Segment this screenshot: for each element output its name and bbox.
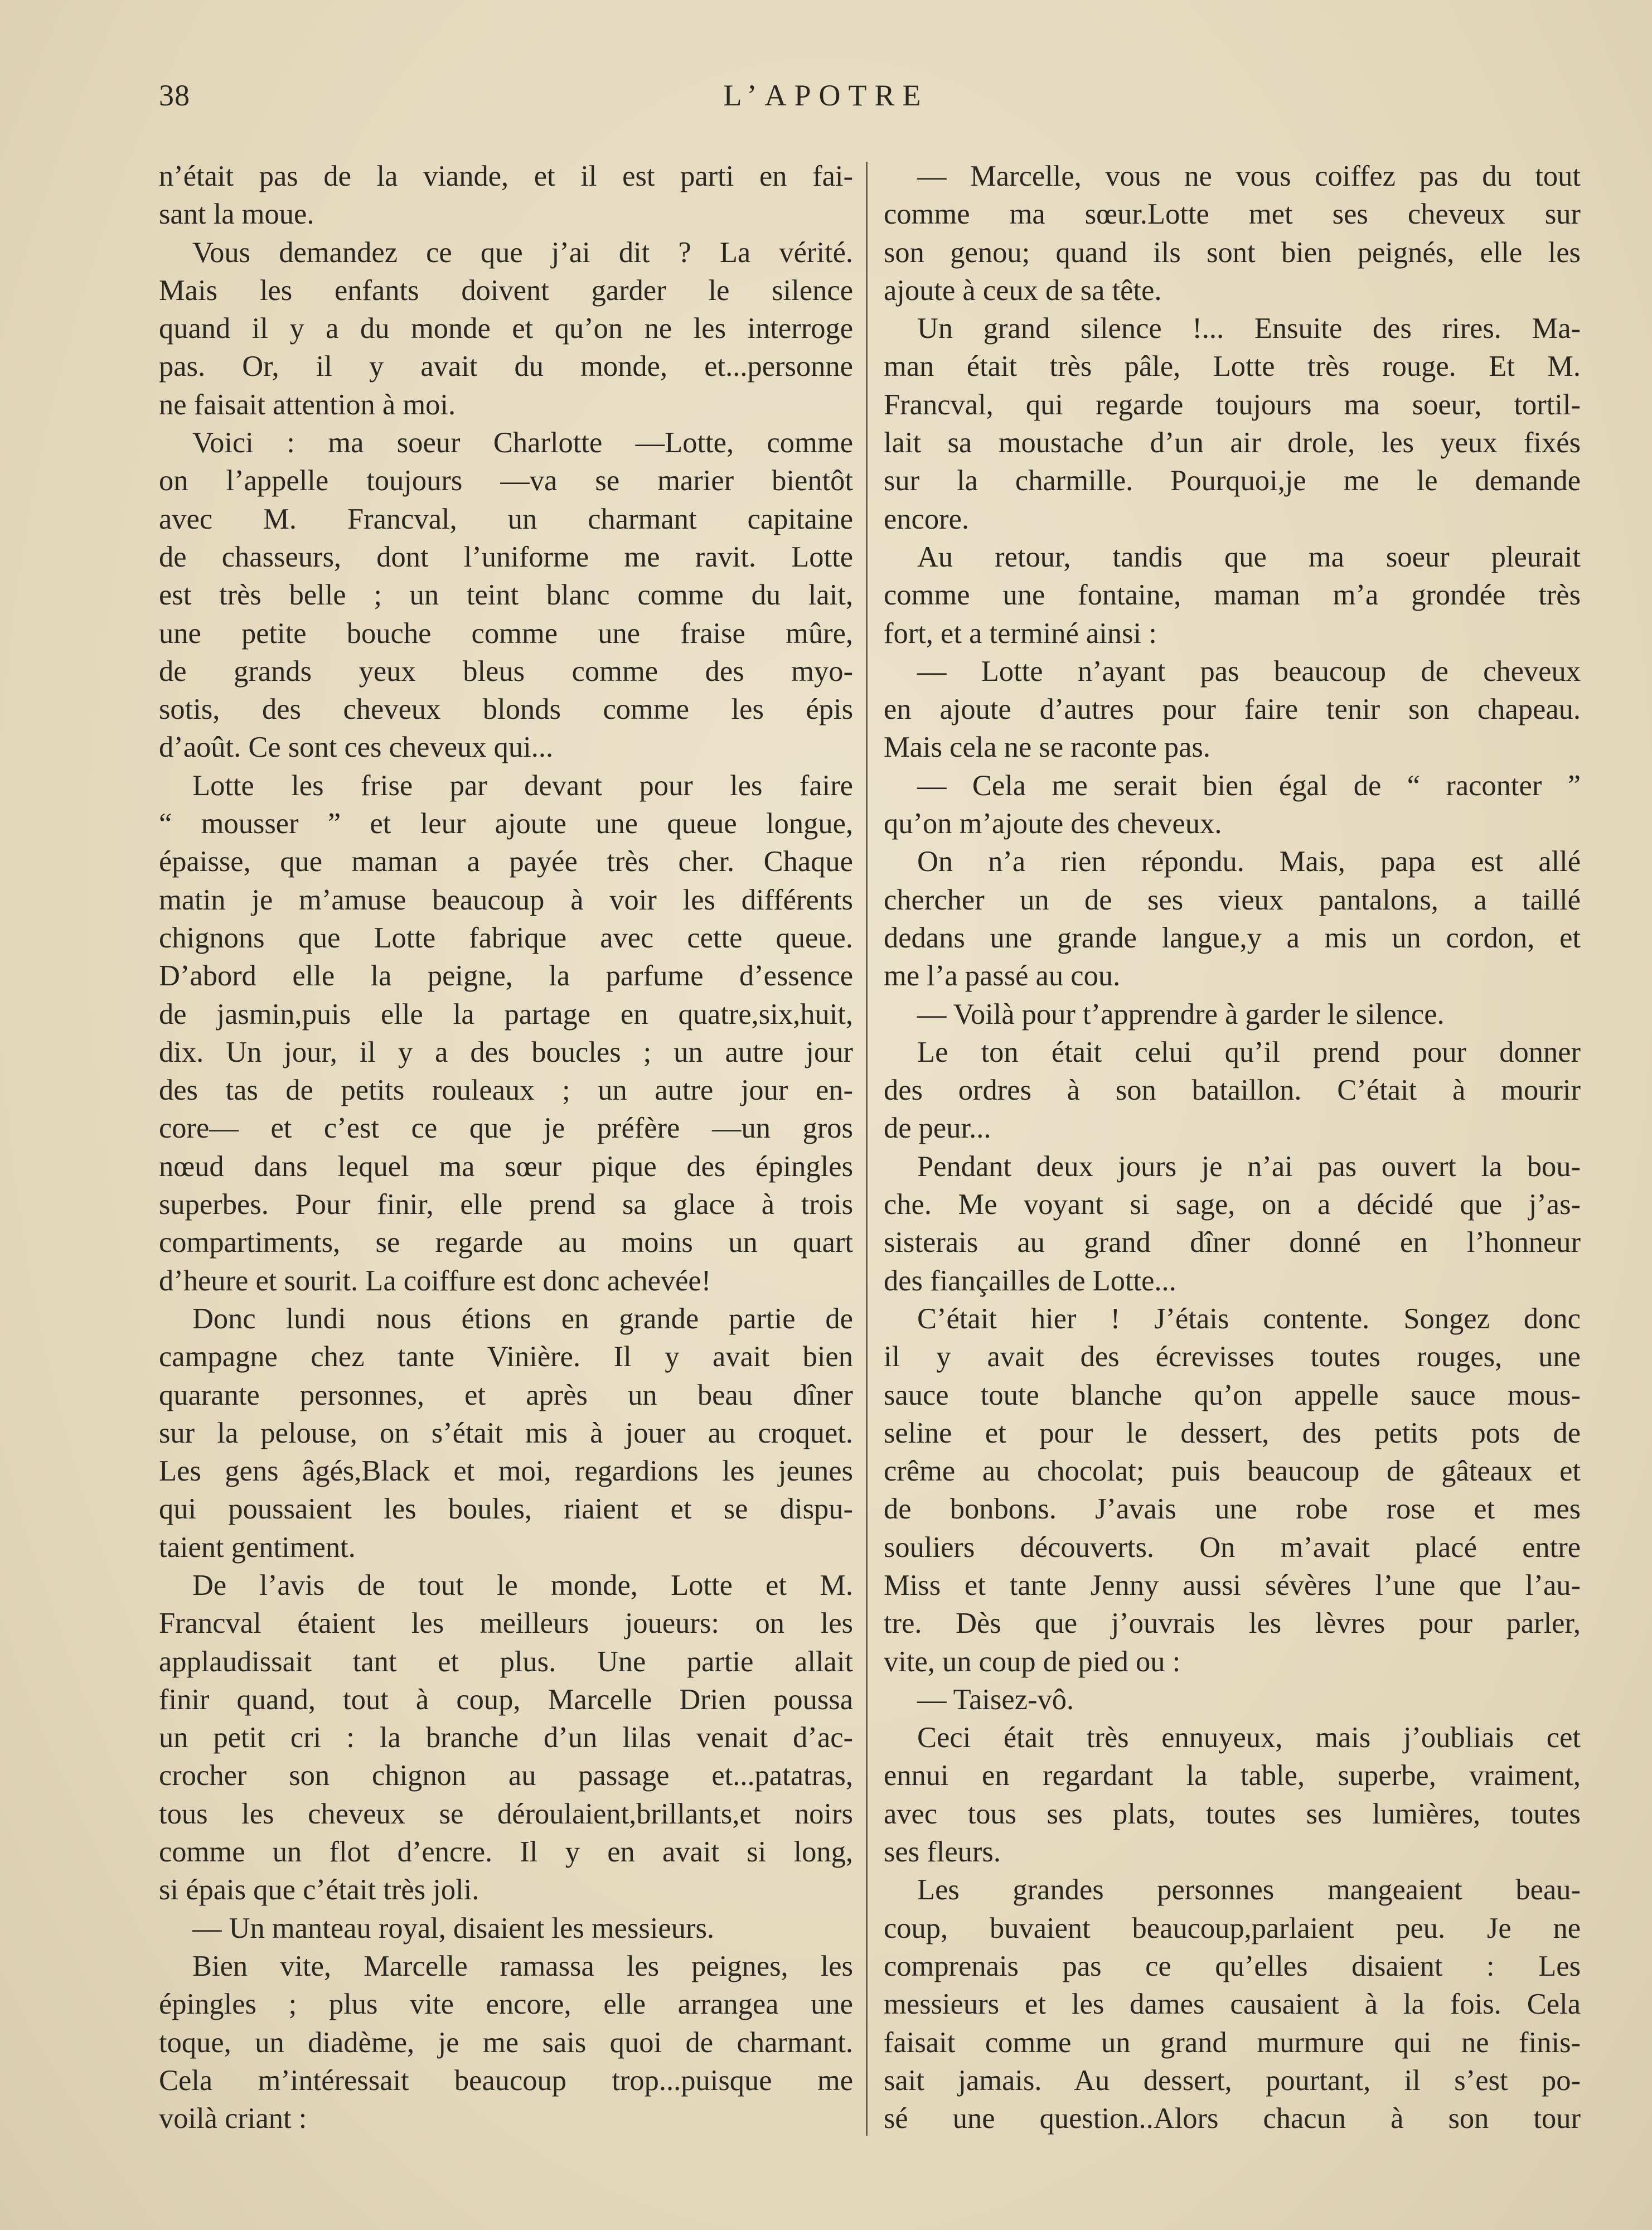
text-line: C’était hier ! J’étais contente. Songez donc xyxy=(917,1302,1581,1335)
text-line: comme une fontaine, maman m’a grondée très xyxy=(884,579,1581,612)
text-line: core— et c’est ce que je préfère —un gros xyxy=(159,1112,853,1145)
text-line: faisait comme un grand murmure qui ne finis- xyxy=(884,2026,1581,2059)
text-line: avec M. Francval, un charmant capitaine xyxy=(159,502,853,535)
text-line: me l’a passé au cou. xyxy=(884,960,1121,993)
text-line: encore. xyxy=(884,502,970,535)
left-text-column xyxy=(159,157,853,2137)
text-line: — Un manteau royal, disaient les messieurs. xyxy=(192,1912,715,1944)
text-line: comme un flot d’encre. Il y en avait si long, xyxy=(159,1836,853,1869)
text-line: une petite bouche comme une fraise mûre, xyxy=(159,617,853,650)
text-line: Les gens âgés,Black et moi, regardions les jeunes xyxy=(159,1455,853,1488)
text-line: ajoute à ceux de sa tête. xyxy=(884,274,1162,307)
text-line: des fiançailles de Lotte... xyxy=(884,1264,1176,1297)
text-line: de chasseurs, dont l’uniforme me ravit. Lotte xyxy=(159,540,853,573)
text-line: sauce toute blanche qu’on appelle sauce mous- xyxy=(884,1378,1581,1411)
text-line: dix. Un jour, il y a des boucles ; un autre jour xyxy=(159,1036,853,1068)
text-line: vite, un coup de pied ou : xyxy=(884,1645,1181,1678)
text-line: d’août. Ce sont ces cheveux qui... xyxy=(159,731,554,764)
text-line: Au retour, tandis que ma soeur pleurait xyxy=(917,540,1581,573)
text-line: sur la charmille. Pourquoi,je me le demande xyxy=(884,465,1581,497)
text-line: — Voilà pour t’apprendre à garder le silence. xyxy=(917,998,1445,1031)
text-line: Voici : ma soeur Charlotte —Lotte, comme xyxy=(192,427,853,459)
text-line: Un grand silence !... Ensuite des rires. Ma- xyxy=(917,312,1581,345)
text-line: — Lotte n’ayant pas beaucoup de cheveux xyxy=(917,655,1581,688)
text-line: taient gentiment. xyxy=(159,1531,356,1564)
text-line: — Taisez-vô. xyxy=(917,1683,1074,1716)
column-divider xyxy=(866,162,868,2136)
text-line: coup, buvaient beaucoup,parlaient peu. Je ne xyxy=(884,1912,1581,1944)
text-line: lait sa moustache d’un air drole, les yeux fixés xyxy=(884,427,1581,459)
text-line: Francval, qui regarde toujours ma soeur, tortil- xyxy=(884,388,1581,421)
text-line: Mais les enfants doivent garder le silence xyxy=(159,274,853,307)
text-line: Vous demandez ce que j’ai dit ? La vérité. xyxy=(192,236,853,269)
text-line: che. Me voyant si sage, on a décidé que j’as- xyxy=(884,1188,1581,1221)
text-line: si épais que c’était très joli. xyxy=(159,1874,479,1907)
text-line: de jasmin,puis elle la partage en quatre,six,huit, xyxy=(159,998,853,1031)
text-line: “ mousser ” et leur ajoute une queue longue, xyxy=(159,807,853,840)
text-line: dedans une grande langue,y a mis un cordon, et xyxy=(884,921,1581,954)
text-line: ne faisait attention à moi. xyxy=(159,388,456,421)
text-line: Miss et tante Jenny aussi sévères l’une que l’au- xyxy=(884,1569,1581,1602)
text-line: de peur... xyxy=(884,1112,991,1145)
text-line: en ajoute d’autres pour faire tenir son chapeau. xyxy=(884,693,1581,726)
text-line: de grands yeux bleus comme des myo- xyxy=(159,655,853,688)
text-line: sait jamais. Au dessert, pourtant, il s’est po- xyxy=(884,2064,1581,2097)
text-line: D’abord elle la peigne, la parfume d’essence xyxy=(159,960,853,993)
text-line: toque, un diadème, je me sais quoi de charmant. xyxy=(159,2026,853,2059)
text-line: Pendant deux jours je n’ai pas ouvert la bou- xyxy=(917,1150,1581,1183)
text-line: chercher un de ses vieux pantalons, a taillé xyxy=(884,883,1581,916)
page-number: 38 xyxy=(159,79,190,112)
text-line: un petit cri : la branche d’un lilas venait d’ac- xyxy=(159,1721,853,1754)
text-line: sant la moue. xyxy=(159,198,314,231)
text-line: man était très pâle, Lotte très rouge. Et M. xyxy=(884,350,1581,383)
text-line: Lotte les frise par devant pour les faire xyxy=(192,769,853,802)
text-line: sé une question..Alors chacun à son tour xyxy=(884,2102,1581,2135)
text-line: — Marcelle, vous ne vous coiffez pas du tout xyxy=(917,160,1581,192)
text-line: comprenais pas ce qu’elles disaient : Les xyxy=(884,1950,1581,1982)
right-text-column xyxy=(884,157,1581,2137)
text-line: ses fleurs. xyxy=(884,1836,1001,1869)
text-line: pas. Or, il y avait du monde, et...personne xyxy=(159,350,853,383)
text-line: matin je m’amuse beaucoup à voir les différents xyxy=(159,883,853,916)
text-line: quand il y a du monde et qu’on ne les interroge xyxy=(159,312,853,345)
text-line: campagne chez tante Vinière. Il y avait bien xyxy=(159,1341,853,1373)
text-line: De l’avis de tout le monde, Lotte et M. xyxy=(192,1569,853,1602)
text-line: Cela m’intéressait beaucoup trop...puisque me xyxy=(159,2064,853,2097)
text-line: sotis, des cheveux blonds comme les épis xyxy=(159,693,853,726)
text-line: épaisse, que maman a payée très cher. Chaque xyxy=(159,845,853,878)
text-line: comme ma sœur.Lotte met ses cheveux sur xyxy=(884,198,1581,231)
running-title: L’APOTRE xyxy=(723,79,929,112)
text-line: On n’a rien répondu. Mais, papa est allé xyxy=(917,845,1581,878)
text-line: sur la pelouse, on s’était mis à jouer au croquet. xyxy=(159,1416,853,1449)
text-line: des ordres à son bataillon. C’était à mourir xyxy=(884,1074,1581,1107)
text-line: souliers découverts. On m’avait placé entre xyxy=(884,1531,1581,1564)
text-line: Donc lundi nous étions en grande partie de xyxy=(192,1302,853,1335)
text-line: superbes. Pour finir, elle prend sa glace à trois xyxy=(159,1188,853,1221)
text-line: seline et pour le dessert, des petits pots de xyxy=(884,1416,1581,1449)
page-header xyxy=(0,78,1652,123)
text-line: on l’appelle toujours —va se marier bientôt xyxy=(159,465,853,497)
text-line: qu’on m’ajoute des cheveux. xyxy=(884,807,1222,840)
text-line: quarante personnes, et après un beau dîner xyxy=(159,1378,853,1411)
text-line: Francval étaient les meilleurs joueurs: on les xyxy=(159,1607,853,1640)
text-line: Ceci était très ennuyeux, mais j’oubliais cet xyxy=(917,1721,1581,1754)
text-line: qui poussaient les boules, riaient et se dispu- xyxy=(159,1493,853,1526)
text-line: — Cela me serait bien égal de “ raconter ” xyxy=(917,769,1581,802)
text-line: est très belle ; un teint blanc comme du lait, xyxy=(159,579,853,612)
text-line: son genou; quand ils sont bien peignés, elle les xyxy=(884,236,1581,269)
text-line: sisterais au grand dîner donné en l’honneur xyxy=(884,1226,1581,1259)
text-line: il y avait des écrevisses toutes rouges, une xyxy=(884,1341,1581,1373)
text-line: applaudissait tant et plus. Une partie allait xyxy=(159,1645,853,1678)
text-line: tre. Dès que j’ouvrais les lèvres pour parler, xyxy=(884,1607,1581,1640)
text-line: messieurs et les dames causaient à la fois. Cela xyxy=(884,1988,1581,2021)
text-line: nœud dans lequel ma sœur pique des épingles xyxy=(159,1150,853,1183)
text-line: épingles ; plus vite encore, elle arrangea une xyxy=(159,1988,853,2021)
text-line: tous les cheveux se déroulaient,brillants,et noirs xyxy=(159,1797,853,1830)
text-line: n’était pas de la viande, et il est parti en fai- xyxy=(159,160,853,192)
text-line: de bonbons. J’avais une robe rose et mes xyxy=(884,1493,1581,1526)
text-line: fort, et a terminé ainsi : xyxy=(884,617,1157,650)
text-line: ennui en regardant la table, superbe, vraiment, xyxy=(884,1759,1581,1792)
text-line: des tas de petits rouleaux ; un autre jour en- xyxy=(159,1074,853,1107)
text-line: Le ton était celui qu’il prend pour donner xyxy=(917,1036,1581,1068)
text-line: d’heure et sourit. La coiffure est donc achevée! xyxy=(159,1264,711,1297)
text-line: voilà criant : xyxy=(159,2102,307,2135)
text-line: crocher son chignon au passage et...patatras, xyxy=(159,1759,853,1792)
text-line: chignons que Lotte fabrique avec cette queue. xyxy=(159,921,853,954)
text-line: avec tous ses plats, toutes ses lumières, toutes xyxy=(884,1797,1581,1830)
text-line: Bien vite, Marcelle ramassa les peignes, les xyxy=(192,1950,853,1982)
text-line: Mais cela ne se raconte pas. xyxy=(884,731,1210,764)
text-line: finir quand, tout à coup, Marcelle Drien poussa xyxy=(159,1683,853,1716)
text-line: compartiments, se regarde au moins un quart xyxy=(159,1226,853,1259)
text-line: Les grandes personnes mangeaient beau- xyxy=(917,1874,1581,1907)
text-line: crême au chocolat; puis beaucoup de gâteaux et xyxy=(884,1455,1581,1488)
